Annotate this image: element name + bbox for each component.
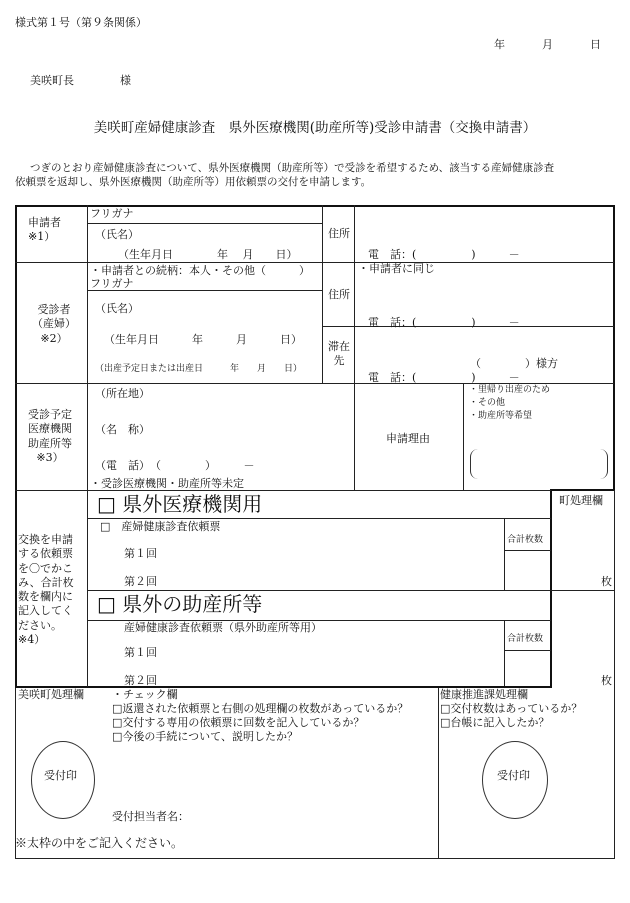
applicant-phone-field[interactable]: 電 話：( ) －	[368, 248, 520, 261]
staff-name-field[interactable]: 受付担当者名：	[112, 810, 189, 823]
exchange-label: 交換を申請 する依頼票 を〇でかこ み、合計枚 数を欄内に 記入してく ださい。 ※4）	[18, 533, 74, 647]
check-item-3[interactable]: □今後の手続について、説明したか？	[112, 730, 298, 743]
reason-option-homecoming[interactable]: ・里帰り出産のため	[469, 385, 551, 395]
check-item-1[interactable]: □返還された依頼票と右側の処理欄の枚数があっているか？	[112, 702, 409, 715]
office-label: 美咲町処理欄	[18, 688, 84, 701]
applicant-name-field[interactable]: （氏名）	[95, 228, 139, 241]
health-check-2[interactable]: □台帳に記入したか？	[440, 716, 550, 729]
section-outpref-hospital-checkbox[interactable]: □ 県外医療機関用	[97, 492, 263, 516]
section-2-item[interactable]: 産婦健康診査依頼票（県外助産所等用）	[124, 621, 322, 634]
addressee: 美咲町長	[30, 74, 74, 87]
patient-label: 受診者 （産婦） ※2）	[32, 303, 76, 345]
section-1-total-label: 合計枚数	[507, 535, 544, 545]
reason-bracket-field[interactable]	[470, 449, 608, 479]
health-dept-label: 健康推進課処理欄	[440, 688, 528, 701]
date-year[interactable]: 年	[494, 38, 505, 51]
town-processing-label: 町処理欄	[559, 494, 603, 507]
section-2-round-2[interactable]: 第２回	[124, 674, 157, 687]
section-1-unit: 枚	[601, 575, 612, 588]
page-title: 美咲町産婦健康診査 県外医療機関(助産所等)受診申請書（交換申請書）	[93, 120, 537, 136]
footnote: ※太枠の中をご記入ください。	[15, 836, 184, 850]
stay-care-of-field[interactable]: （ ）様方	[470, 357, 558, 370]
check-item-2[interactable]: □交付する専用の依頼票に回数を記入しているか？	[112, 716, 365, 729]
facility-phone-field[interactable]: （電 話） （ ） －	[95, 459, 255, 472]
patient-same-as-applicant[interactable]: ・申請者に同じ	[358, 262, 435, 275]
section-2-total-label: 合計枚数	[507, 634, 544, 644]
health-stamp-label: 受付印	[497, 769, 530, 782]
section-2-unit: 枚	[601, 674, 612, 687]
section-1-item[interactable]: □ 産婦健康診査依頼票	[100, 520, 221, 533]
section-1-round-2[interactable]: 第２回	[124, 575, 157, 588]
addressee-suffix: 様	[120, 74, 131, 87]
applicant-birth-field[interactable]: （生年月日 年 月 日）	[118, 248, 298, 261]
check-title: ・チェック欄	[112, 688, 178, 701]
patient-furigana-field[interactable]: フリガナ	[90, 277, 134, 290]
section-outpref-midwife-checkbox[interactable]: □ 県外の助産所等	[97, 592, 263, 616]
reception-stamp-label: 受付印	[44, 769, 77, 782]
section-1-round-1[interactable]: 第１回	[124, 547, 157, 560]
form-number: 様式第１号（第９条関係）	[15, 16, 147, 29]
patient-phone-field[interactable]: 電 話：( ) －	[368, 316, 520, 329]
facility-label: 受診予定 医療機関 助産所等 ※3）	[28, 408, 72, 464]
facility-undecided-option[interactable]: ・受診医療機関・助産所等未定	[90, 477, 244, 490]
applicant-label: 申請者 ※1）	[28, 216, 61, 244]
intro-line-2: 依頼票を返却し、県外医療機関（助産所等）用依頼票の交付を申請します。	[15, 176, 372, 188]
intro-line-1: つぎのとおり産婦健康診査について、県外医療機関（助産所等）で受診を希望するため、該当する産婦健康診査	[30, 162, 555, 174]
health-check-1[interactable]: □交付枚数はあっているか？	[440, 702, 583, 715]
applicant-furigana-field[interactable]: フリガナ	[90, 207, 134, 220]
facility-name-field[interactable]: （名 称）	[95, 423, 150, 436]
patient-name-field[interactable]: （氏名）	[95, 302, 139, 315]
applicant-address-label: 住所	[328, 227, 350, 240]
patient-address-label: 住所	[328, 288, 350, 301]
stay-phone-field[interactable]: 電 話：( ) －	[368, 371, 520, 384]
reason-label: 申請理由	[386, 432, 430, 445]
patient-relation-field[interactable]: ・申請者との続柄：本人・その他（ ）	[90, 264, 310, 277]
facility-location-field[interactable]: （所在地）	[95, 387, 150, 400]
patient-due-date-field[interactable]: （出産予定日または出産日 年 月 日）	[95, 364, 303, 374]
stay-label: 滞在 先	[328, 340, 350, 368]
date-day[interactable]: 日	[590, 38, 601, 51]
reason-option-midwife[interactable]: ・助産所等希望	[469, 411, 533, 421]
reason-option-other[interactable]: ・その他	[469, 398, 506, 408]
patient-birth-field[interactable]: （生年月日 年 月 日）	[104, 333, 302, 346]
date-month[interactable]: 月	[542, 38, 553, 51]
section-2-round-1[interactable]: 第１回	[124, 646, 157, 659]
